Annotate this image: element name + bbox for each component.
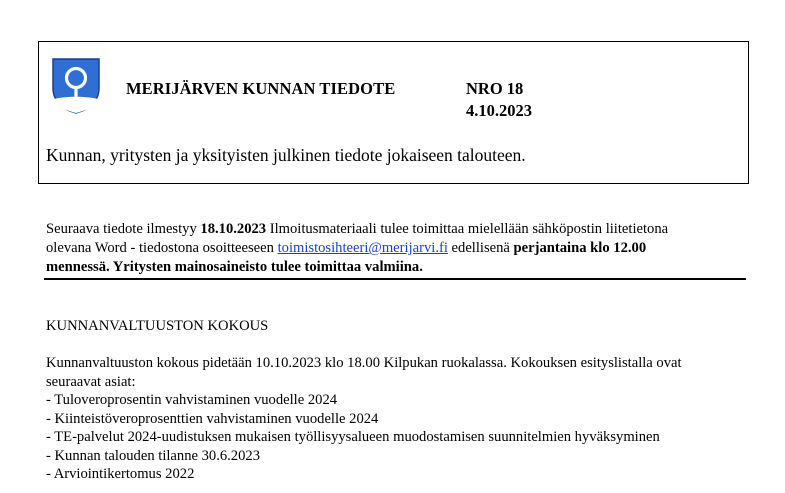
notice-line-3 bbox=[46, 258, 746, 277]
agenda-item: - Kunnan talouden tilanne 30.6.2023 bbox=[46, 447, 260, 464]
agenda-intro: Kunnanvaltuuston kokous pidetään 10.10.2023 klo 18.00 Kilpukan ruokalassa. Kokouksen esityslistalla ovat bbox=[46, 355, 682, 371]
agenda-item: - TE-palvelut 2024-uudistuksen mukaisen työllisyysalueen muodostamisen suunnitelmien hyväksyminen bbox=[46, 429, 660, 445]
agenda-intro: seuraavat asiat: bbox=[46, 373, 136, 390]
bulletin-subtitle: Kunnan, yritysten ja yksityisten julkinen tiedote jokaiseen talouteen. bbox=[46, 145, 526, 165]
deadline-text: mennessä. Yritysten mainosaineisto tulee toimittaa valmiina. bbox=[46, 259, 423, 275]
notice-line-2 bbox=[46, 239, 746, 258]
notice-text: edellisenä bbox=[447, 240, 514, 256]
notice-line-1 bbox=[46, 220, 746, 239]
notice-text: Ilmoitusmateriaali tulee toimittaa mielellään sähköpostin liitetietona bbox=[266, 221, 669, 237]
agenda-item: - Kiinteistöveroprosenttien vahvistaminen vuodelle 2024 bbox=[46, 410, 379, 427]
notice-text: olevana Word - tiedostona osoitteeseen bbox=[46, 240, 278, 256]
next-issue-date: 18.10.2023 bbox=[200, 221, 267, 237]
agenda-item: - Arviointikertomus 2022 bbox=[46, 466, 195, 482]
agenda-item: - Tuloveroprosentin vahvistaminen vuodelle 2024 bbox=[46, 392, 338, 408]
email-link[interactable]: toimistosihteeri@merijarvi.fi bbox=[277, 240, 448, 256]
deadline-text: perjantaina klo 12.00 bbox=[513, 240, 647, 256]
notice-text: Seuraava tiedote ilmestyy bbox=[46, 221, 201, 237]
meeting-agenda bbox=[46, 354, 766, 484]
submission-notice bbox=[46, 220, 746, 277]
issue-number: NRO 18 bbox=[466, 79, 524, 98]
bulletin-title: MERIJÄRVEN KUNNAN TIEDOTE bbox=[126, 79, 396, 98]
section-heading: KUNNANVALTUUSTON KOKOUS bbox=[46, 318, 269, 334]
issue-date: 4.10.2023 bbox=[466, 101, 532, 120]
divider-line bbox=[44, 278, 746, 280]
municipal-crest-logo bbox=[52, 58, 100, 114]
